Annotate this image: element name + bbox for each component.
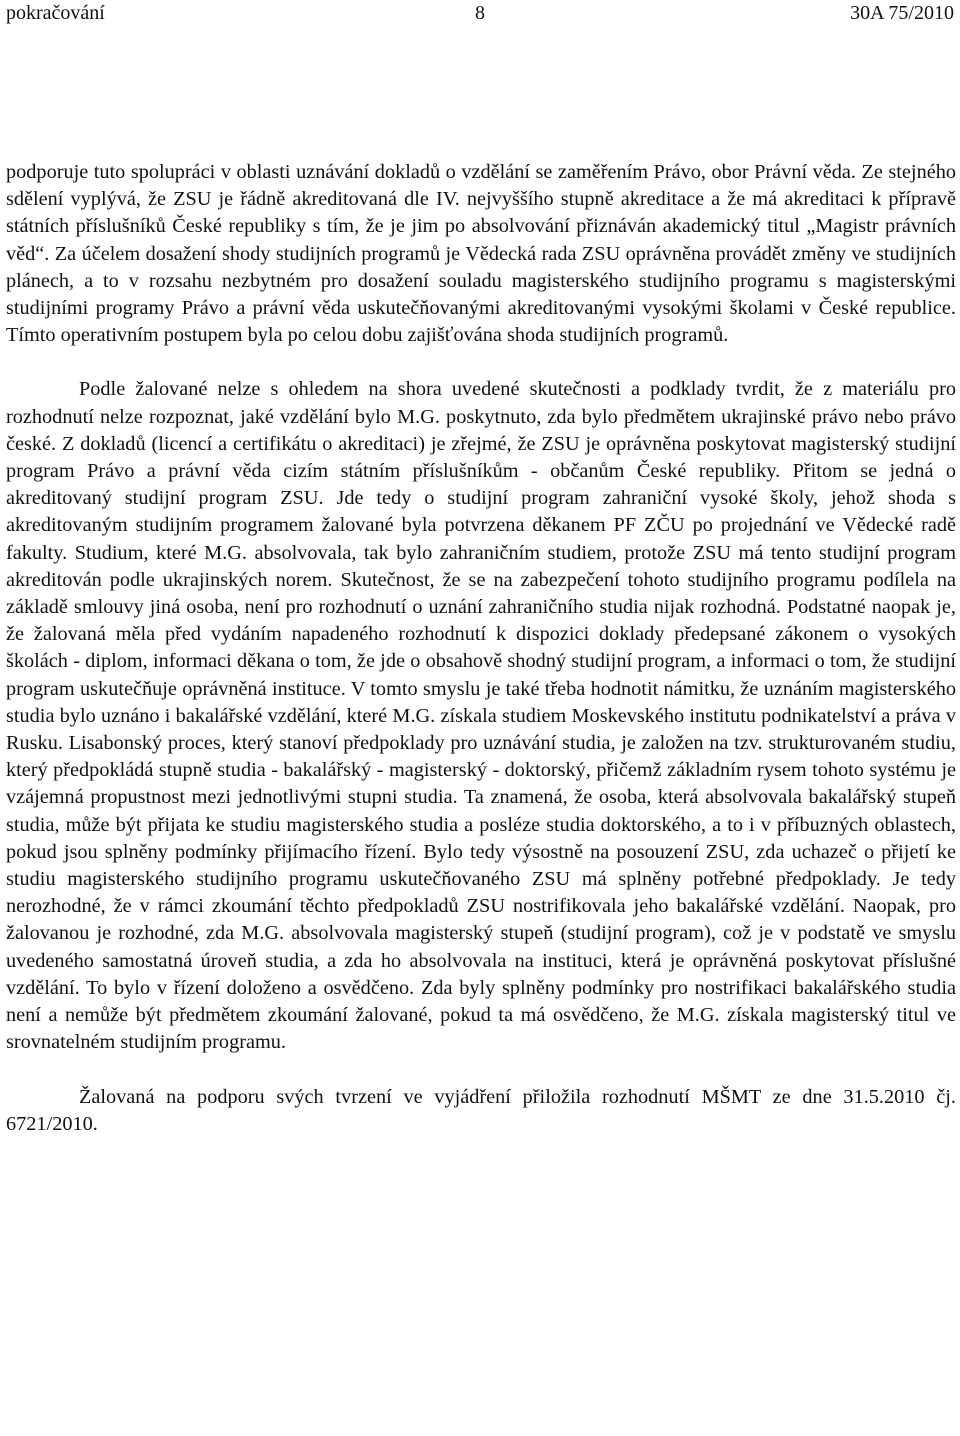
continuation-label: pokračování (6, 2, 105, 24)
paragraph-1: podporuje tuto spolupráci v oblasti uznávání dokladů o vzdělání se zaměřením Právo, obor Právní věda. Ze stejného sdělení vyplývá, že ZSU je řádně akreditovaná dle IV. nejvyššího stupně akreditace a že má akreditaci k přípravě státních příslušníků České republiky s tím, že je jim po absolvování přiznáván akademický titul „Magistr právních věd“. Za účelem dosažení shody studijních programů je Vědecká rada ZSU oprávněna provádět změny ve studijních plánech, a to v rozsahu nezbytném pro dosažení souladu magisterského studijního programu s magisterskými studijními programy Právo a právní věda uskutečňovanými akreditovanými vysokými školami v České republice. Tímto operativním postupem byla po celou dobu zajišťována shoda studijních programů. (6, 161, 956, 347)
case-number: 30A 75/2010 (850, 2, 954, 24)
document-body (6, 159, 956, 1138)
paragraph-3: Žalovaná na podporu svých tvrzení ve vyjádření přiložila rozhodnutí MŠMT ze dne 31.5.2010 čj. 6721/2010. (6, 1085, 956, 1135)
paragraph-2: Podle žalované nelze s ohledem na shora uvedené skutečnosti a podklady tvrdit, že z materiálu pro rozhodnutí nelze rozpoznat, jaké vzdělání bylo M.G. poskytnuto, zda bylo předmětem ukrajinské právo nebo právo české. Z dokladů (licencí a certifikátu o akreditaci) je zřejmé, že ZSU je oprávněna poskytovat magisterský studijní program Právo a právní věda cizím státním příslušníkům - občanům České republiky. Přitom se jedná o akreditovaný studijní program ZSU. Jde tedy o studijní program zahraniční vysoké školy, jehož shoda s akreditovaným studijním programem žalované byla potvrzena děkanem PF ZČU po projednání ve Vědecké radě fakulty. Studium, které M.G. absolvovala, tak bylo zahraničním studiem, protože ZSU má tento studijní program akreditován podle ukrajinských norem. Skutečnost, že se na zabezpečení tohoto studijního programu podílela na základě smlouvy jiná osoba, není pro rozhodnutí o uznání zahraničního studia nijak rozhodná. Podstatné naopak je, že žalovaná měla před vydáním napadeného rozhodnutí k dispozici doklady předepsané zákonem o vysokých školách - diplom, informaci děkana o tom, že jde o obsahově shodný studijní program, a informaci o tom, že studijní program uskutečňuje oprávněná instituce. V tomto smyslu je také třeba hodnotit námitku, že uznáním magisterského studia bylo uznáno i bakalářské vzdělání, které M.G. získala studiem Moskevského institutu podnikatelství a práva v Rusku. Lisabonský proces, který stanoví předpoklady pro uznávání studia, je založen na tzv. strukturovaném studiu, který předpokládá stupně studia - bakalářský - magisterský - doktorský, přičemž základním rysem tohoto systému je vzájemná propustnost mezi jednotlivými stupni studia. Ta znamená, že osoba, která absolvovala bakalářský stupeň studia, může být přijata ke studiu magisterského studia a posléze studia doktorského, a to i v příbuzných oblastech, pokud jsou splněny podmínky přijímacího řízení. Bylo tedy výsostně na posouzení ZSU, zda uchazeč o přijetí ke studiu magisterského studijního programu uskutečňovaného ZSU má splněny potřebné předpoklady. Je tedy nerozhodné, že v rámci zkoumání těchto předpokladů ZSU nostrifikovala jeho bakalářské vzdělání. Naopak, pro žalovanou je rozhodné, zda M.G. absolvovala magisterský stupeň (studijní program), což je v podstatě ve smyslu uvedeného samostatná úroveň studia, a zda ho absolvovala na instituci, která je oprávněná poskytovat příslušné vzdělání. To bylo v řízení doloženo a osvědčeno. Zda byly splněny podmínky pro nostrifikaci bakalářského studia není a nemůže být předmětem zkoumání žalované, pokud ta má osvědčeno, že M.G. získala magisterský titul ve srovnatelném studijním programu. (6, 378, 956, 1054)
page-number: 8 (475, 2, 485, 24)
page-header (0, 0, 960, 30)
